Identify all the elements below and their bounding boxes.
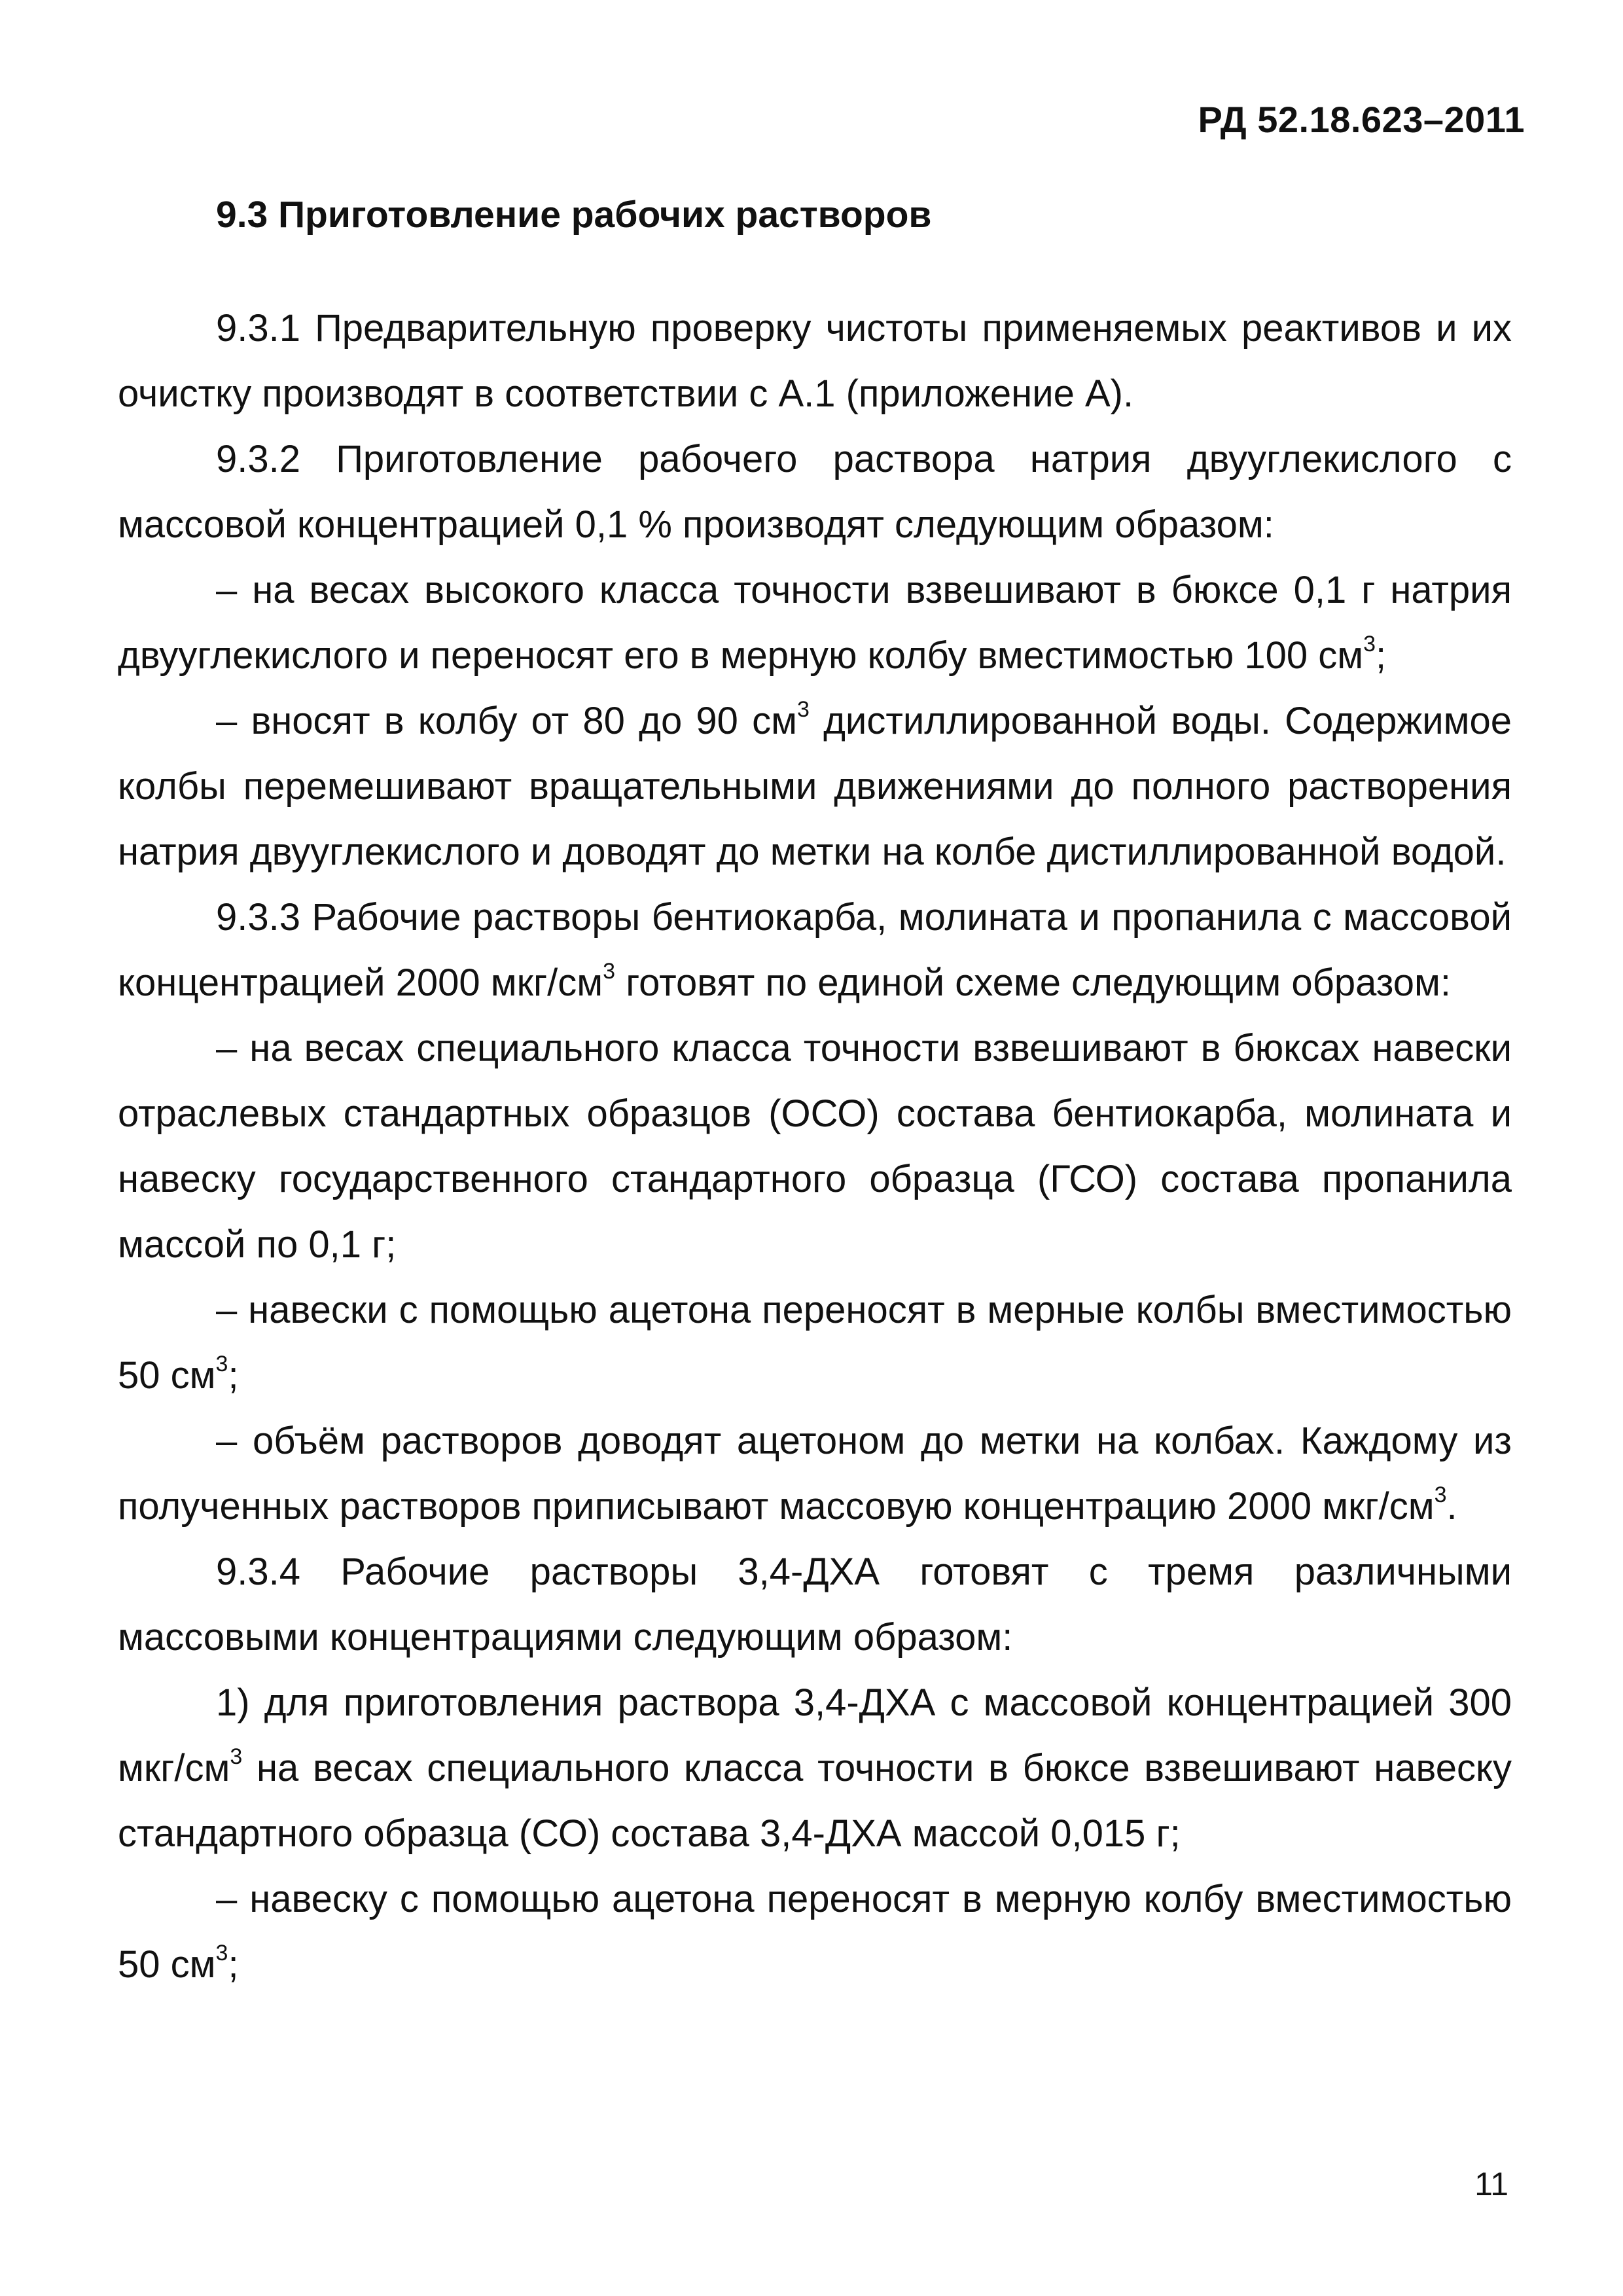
paragraph-add-water (118, 689, 1512, 885)
superscript: 3 (603, 959, 616, 984)
paragraph-weigh-samples: – на весах специального класса точности взвешивают в бюксах навески отраслевых стандартных образцов (ОСО) состава бентиокарба, молината и навеску государственного стандартного образца (ГСО) состава пропанила массой по 0,1 г; (118, 1027, 1512, 1266)
paragraph-9-3-3 (118, 885, 1512, 1016)
text-span: 1) для приготовления раствора 3,4-ДХА с массовой концентрацией 300 мкг/см (118, 1681, 1512, 1789)
body-text (118, 296, 1512, 1998)
paragraph-9-3-4: 9.3.4 Рабочие растворы 3,4-ДХА готовят с тремя различными массовыми концентрациями следующим образом: (118, 1551, 1512, 1659)
paragraph-dca-300 (118, 1670, 1512, 1867)
paragraph-weigh-sodium (118, 558, 1512, 689)
paragraph-transfer-acetone (118, 1278, 1512, 1408)
text-span: ; (228, 1943, 239, 1986)
text-span: – навеску с помощью ацетона переносят в мерную колбу вместимостью 50 см (118, 1878, 1512, 1986)
text-span: готовят по единой схеме следующим образом: (615, 961, 1451, 1004)
page-number: 11 (1474, 2166, 1508, 2202)
text-span: . (1446, 1485, 1457, 1528)
superscript: 3 (796, 697, 810, 722)
text-span: – навески с помощью ацетона переносят в мерные колбы вместимостью 50 см (118, 1289, 1512, 1397)
text-span: ; (228, 1354, 239, 1397)
document-code: РД 52.18.623–2011 (1198, 99, 1525, 140)
text-span: – объём растворов доводят ацетоном до метки на колбах. Каждому из полученных растворов приписывают массовую концентрацию 2000 мкг/см (118, 1420, 1512, 1528)
superscript: 3 (1434, 1482, 1447, 1507)
paragraph-9-3-2: 9.3.2 Приготовление рабочего раствора натрия двууглекислого с массовой концентрацией 0,1 % производят следующим образом: (118, 438, 1512, 546)
paragraph-9-3-1: 9.3.1 Предварительную проверку чистоты применяемых реактивов и их очистку производят в соответствии с А.1 (приложение А). (118, 307, 1512, 415)
paragraph-transfer-flask-50 (118, 1867, 1512, 1998)
paragraph-fill-volume (118, 1408, 1512, 1539)
superscript: 3 (1363, 632, 1376, 656)
text-span: – на весах высокого класса точности взвешивают в бюксе 0,1 г натрия двууглекислого и переносят его в мерную колбу вместимостью 100 см (118, 569, 1512, 677)
superscript: 3 (215, 1352, 228, 1376)
superscript: 3 (215, 1941, 228, 1965)
text-span: на весах специального класса точности в бюксе взвешивают навеску стандартного образца (СО) состава 3,4-ДХА массой 0,015 г; (118, 1747, 1512, 1855)
section-title: 9.3 Приготовление рабочих растворов (216, 194, 932, 236)
text-span: – вносят в колбу от 80 до 90 см (216, 700, 797, 742)
text-span: ; (1376, 634, 1387, 677)
superscript: 3 (230, 1744, 243, 1769)
text-span: 9.3.3 Рабочие растворы бентиокарба, молината и пропанила с массовой концентрацией 2000 мкг/см (118, 896, 1512, 1004)
text-span: дистиллированной воды. Содержимое колбы перемешивают вращательными движениями до полного растворения натрия двууглекислого и доводят до метки на колбе дистиллированной водой. (118, 700, 1512, 873)
